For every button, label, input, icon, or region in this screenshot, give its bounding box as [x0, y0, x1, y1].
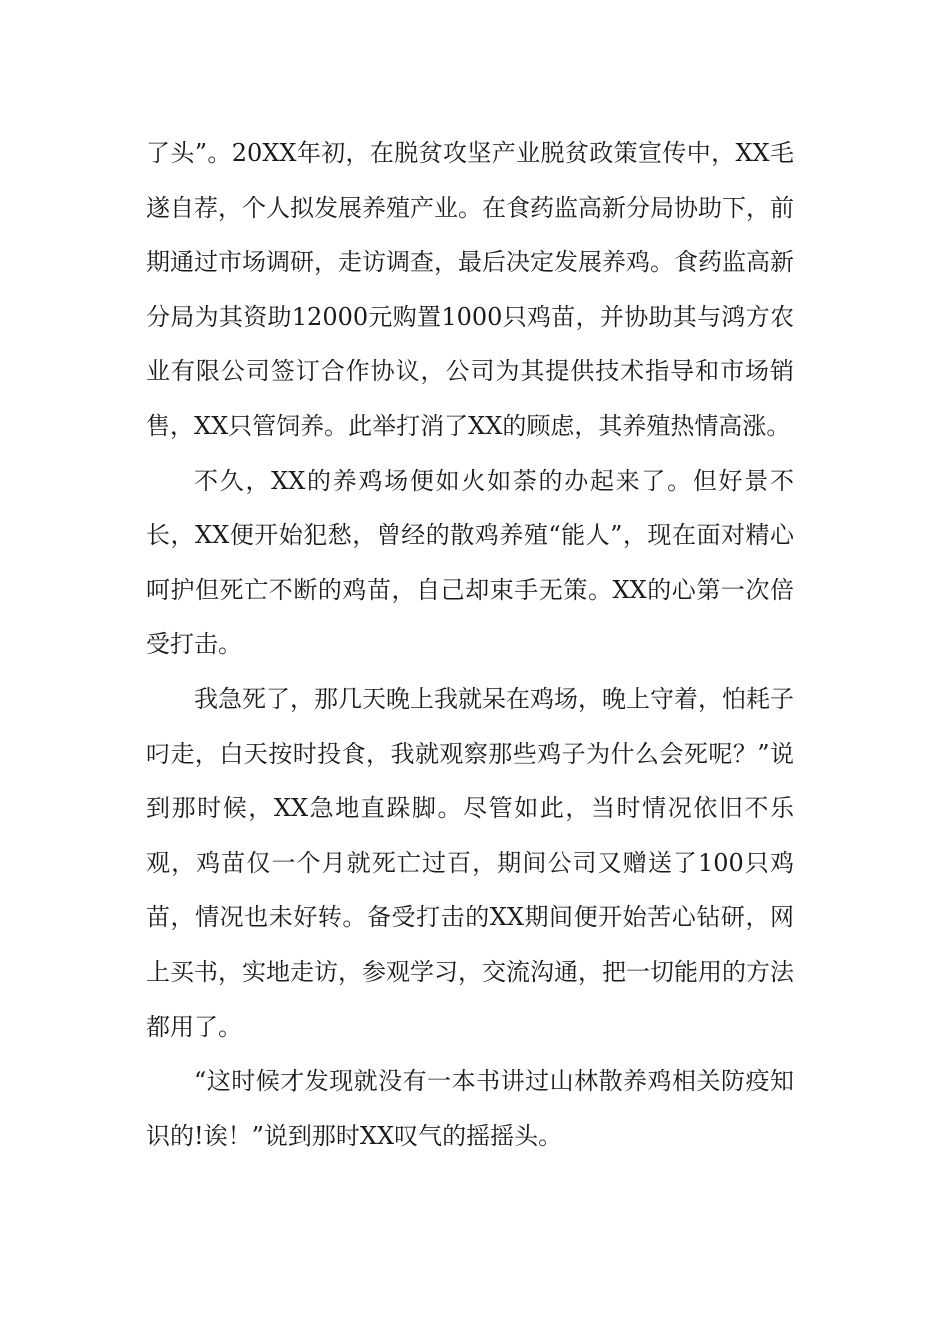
paragraph-2: 不久，XX的养鸡场便如火如荼的办起来了。但好景不长，XX便开始犯愁，曾经的散鸡养殖“能人”，现在面对精心呵护但死亡不断的鸡苗，自己却束手无策。XX的心第一次倍受打击。	[146, 466, 794, 659]
paragraph-4: “这时候才发现就没有一本书讲过山林散养鸡相关防疫知识的!诶！”说到那时XX叹气的摇摇头。	[146, 1067, 794, 1150]
paragraph-3: 我急死了，那几天晚上我就呆在鸡场，晚上守着，怕耗子叼走，白天按时投食，我就观察那些鸡子为什么会死呢？”说到那时候，XX急地直跺脚。尽管如此，当时情况依旧不乐观，鸡苗仅一个月就死亡过百，期间公司又赠送了100只鸡苗，情况也未好转。备受打击的XX期间便开始苦心钻研，网上买书，实地走访，参观学习，交流沟通，把一切能用的方法都用了。	[146, 684, 794, 1041]
paragraph-1: 了头”。20XX年初，在脱贫攻坚产业脱贫政策宣传中，XX毛遂自荐，个人拟发展养殖产业。在食药监高新分局协助下，前期通过市场调研，走访调查，最后决定发展养鸡。食药监高新分局为其资助12000元购置1000只鸡苗，并协助其与鸿方农业有限公司签订合作协议，公司为其提供技术指导和市场销售，XX只管饲养。此举打消了XX的顾虑，其养殖热情高涨。	[146, 139, 794, 440]
document-body	[146, 126, 794, 1163]
